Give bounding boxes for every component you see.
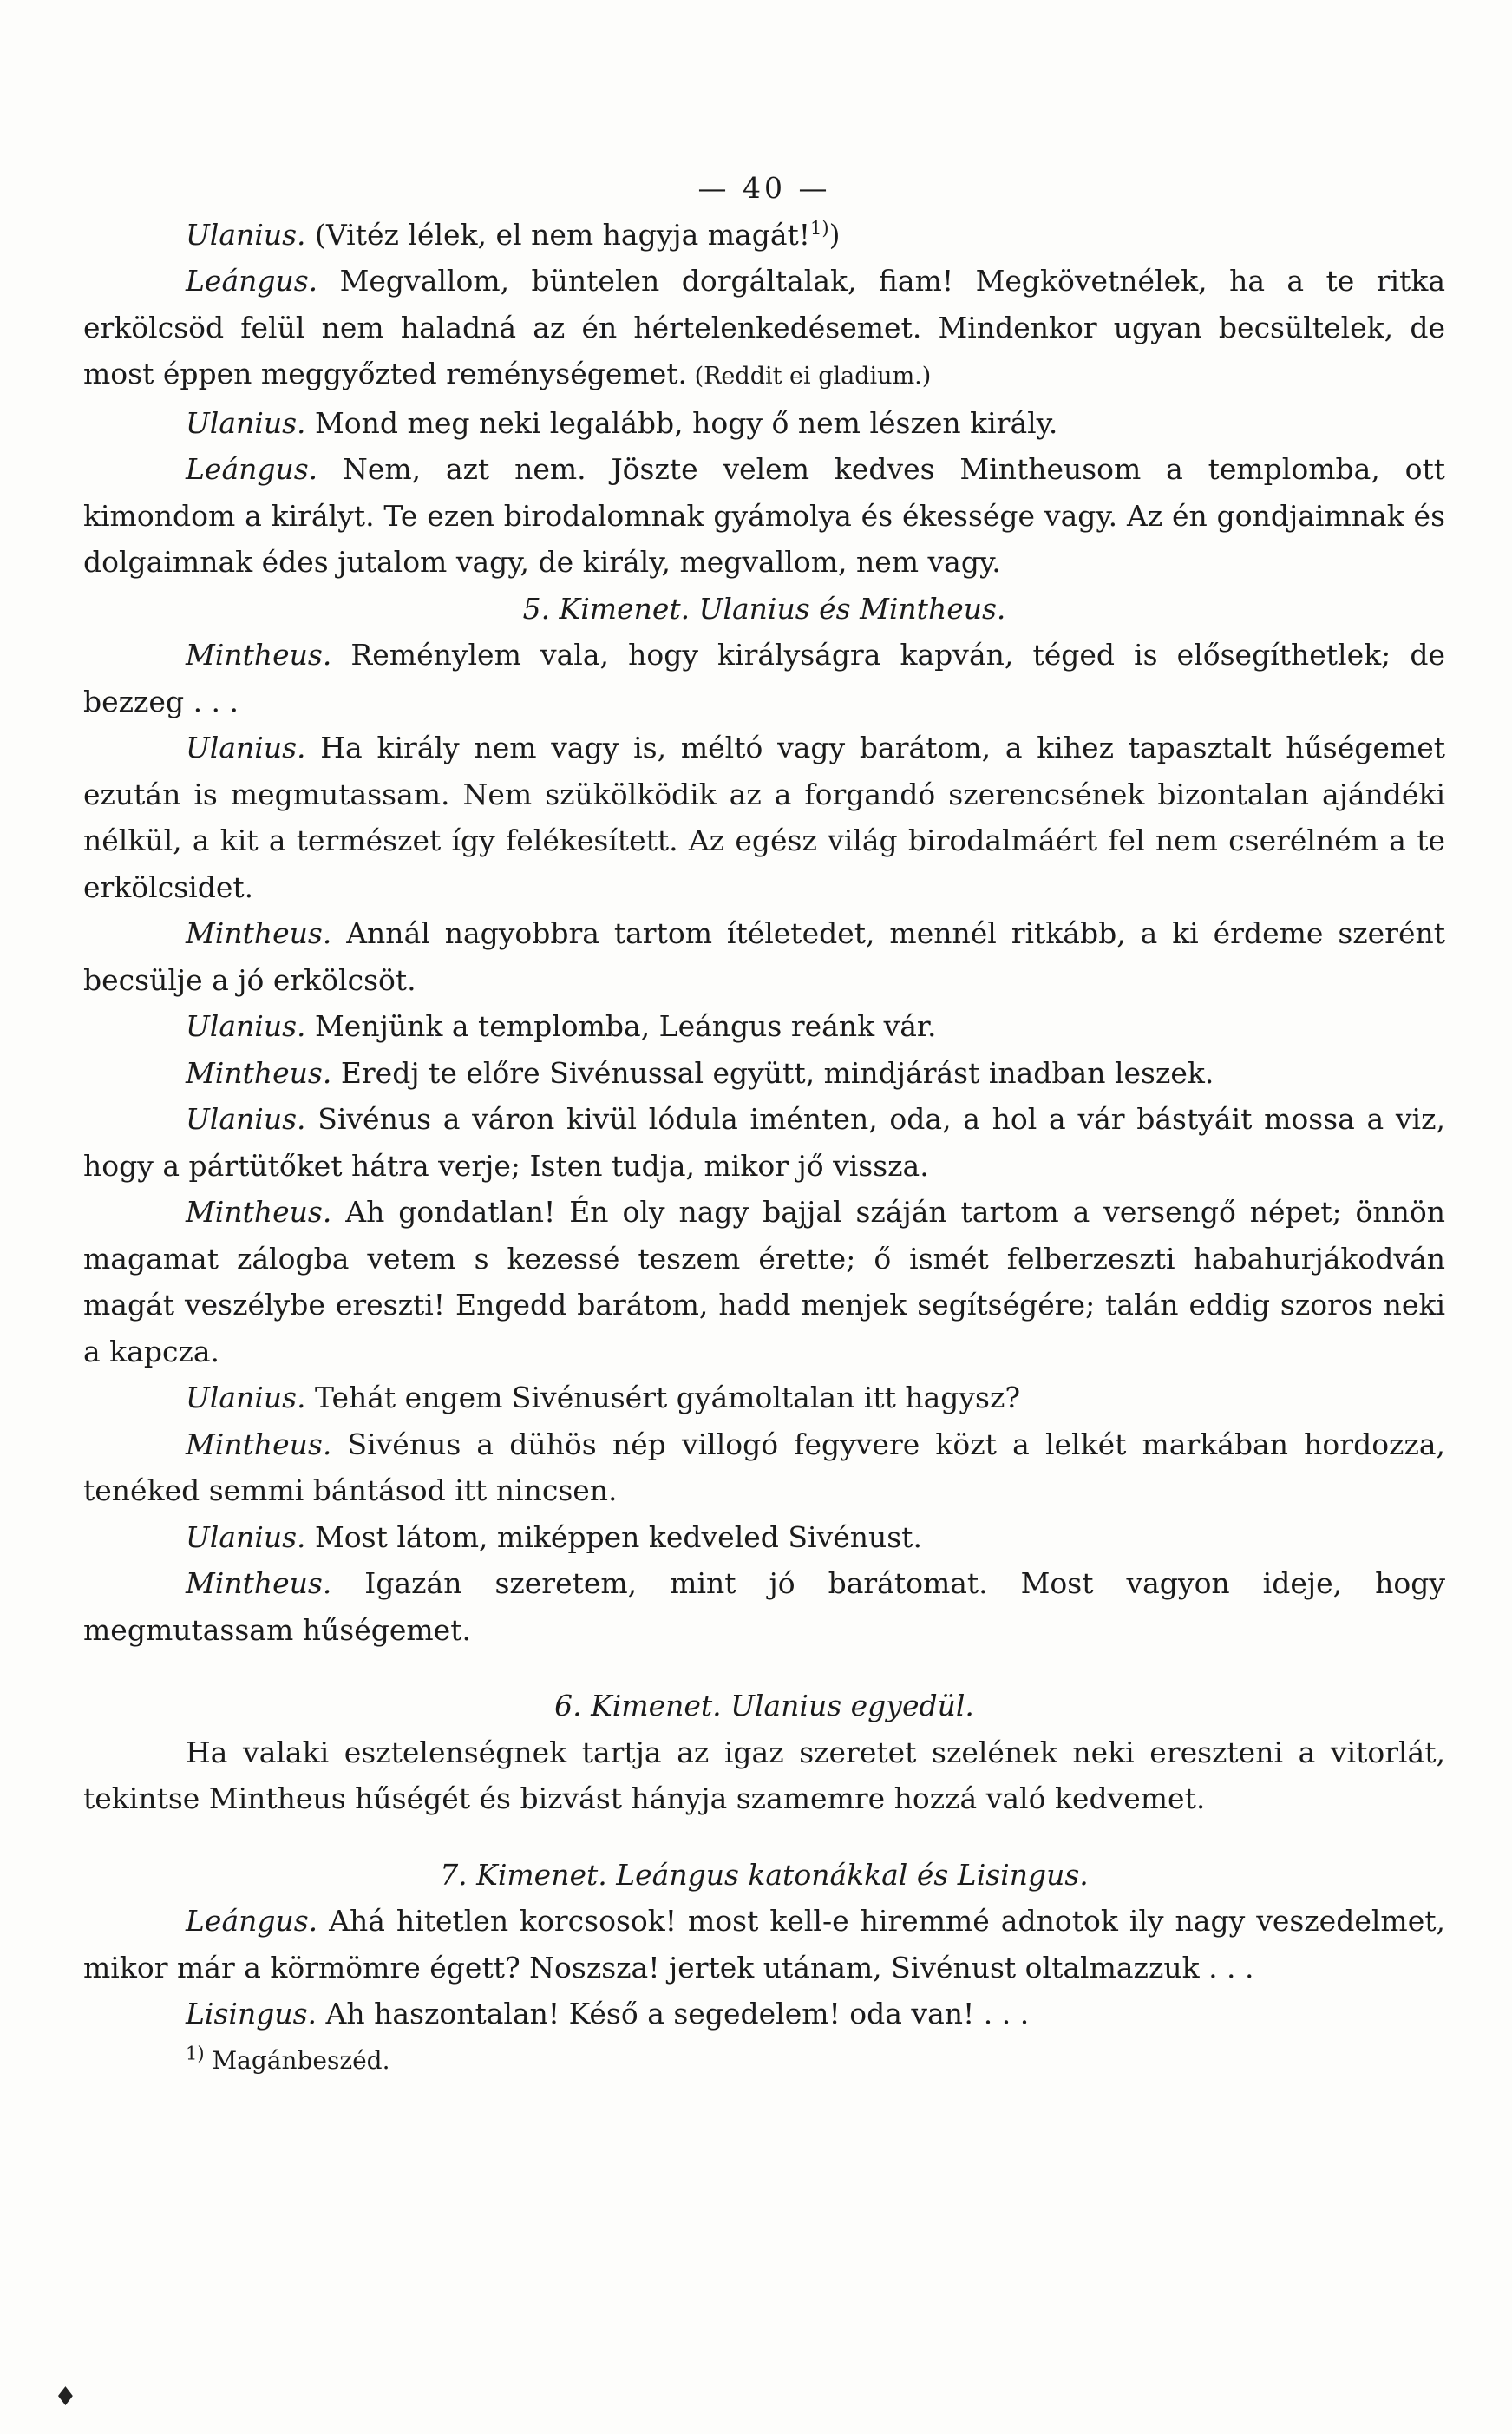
dialogue-line — [83, 1898, 1445, 1991]
dialogue-line — [83, 1991, 1445, 2037]
footnote-reference: 1) — [810, 217, 829, 239]
speaker-name: Ulanius. — [186, 1102, 306, 1136]
speaker-name: Mintheus. — [186, 916, 332, 950]
dialogue-line — [83, 1374, 1445, 1421]
line-text: Menjünk a templomba, Leángus reánk vár. — [305, 1009, 937, 1043]
dialogue-line — [83, 632, 1445, 725]
speaker-name: Ulanius. — [186, 405, 306, 440]
dialogue-line — [83, 446, 1445, 586]
page-number: — 40 — — [697, 171, 831, 205]
scene-heading: 5. Kimenet. Ulanius és Mintheus. — [522, 591, 1006, 626]
line-text: Ahá hitetlen korcsosok! most kell-e hiremmé adnotok ily nagy veszedelmet, mikor már a körmömre égett? Noszsza! jertek utánam, Sivénust oltalmazzuk . . . — [83, 1904, 1445, 1985]
line-text: Sivénus a váron kivül lódula iménten, oda, a hol a vár bástyáit mossa a viz, hogy a pártütőket hátra verje; Isten tudja, mikor jő vissza. — [83, 1102, 1445, 1183]
line-text: Igazán szeretem, mint jó barátomat. Most vagyon ideje, hogy megmutassam hűségemet. — [83, 1566, 1445, 1647]
line-text: Reménylem vala, hogy királyságra kapván, téged is elősegíthetlek; de bezzeg . . . — [83, 638, 1445, 718]
dialogue-line — [83, 725, 1445, 910]
dialogue-line — [83, 1189, 1445, 1374]
speaker-name: Lisingus. — [186, 1997, 317, 2031]
dialogue-line — [83, 1050, 1445, 1097]
scene-heading: 6. Kimenet. Ulanius egyedül. — [554, 1689, 974, 1722]
speaker-name: Ulanius. — [186, 1381, 306, 1414]
line-text: Ha király nem vagy is, méltó vagy barátom, a kihez tapasztalt hűségemet ezután is megmutassam. Nem szükölködik az a forgandó szerencsének bizontalan ajándéki nélkül, a kit a természet így felékesített. Az egész világ birodalmáért fel nem cserélném a te erkölcsidet. — [83, 731, 1445, 904]
line-text: Ah gondatlan! Én oly nagy bajjal száján tartom a versengő népet; önnön magamat zálogba vetem s kezessé teszem érette; ő ismét felberzeszti habahurjákodván magát veszélybe ereszti! Engedd barátom, hadd menjek segítségére; talán eddig szoros neki a kapcza. — [83, 1195, 1445, 1368]
dialogue-line — [83, 1003, 1445, 1050]
dialogue-line — [83, 1421, 1445, 1514]
line-text: Tehát engem Sivénusért gyámoltalan itt hagysz? — [305, 1381, 1021, 1414]
dialogue-line — [83, 400, 1445, 447]
dialogue-line — [83, 910, 1445, 1003]
speaker-name: Mintheus. — [186, 1427, 332, 1461]
speaker-name: Ulanius. — [186, 731, 306, 764]
speaker-name: Mintheus. — [186, 1195, 332, 1229]
footnote — [83, 2037, 1445, 2084]
scene-heading: 7. Kimenet. Leángus katonákkal és Lisingus. — [440, 1857, 1089, 1892]
line-text: (Vitéz lélek, el nem hagyja magát! — [305, 217, 811, 252]
dialogue-line — [83, 1514, 1445, 1561]
line-text: Nem, azt nem. Jöszte velem kedves Mintheusom a templomba, ott kimondom a királyt. Te ezen birodalomnak gyámolya és ékessége vagy. Az én gondjaimnak és dolgaimnak édes jutalom vagy, de király, megvallom, nem vagy. — [83, 452, 1445, 579]
line-text: Sivénus a dühös nép villogó fegyvere közt a lelkét markában hordozza, tenéked semmi bántásod itt nincsen. — [83, 1427, 1445, 1507]
line-text: Mond meg neki legalább, hogy ő nem lészen király. — [305, 405, 1058, 440]
smudge-mark-icon: ♦ — [54, 2382, 77, 2412]
speaker-name: Leángus. — [186, 264, 318, 298]
speaker-name: Mintheus. — [186, 1566, 332, 1600]
speaker-name: Ulanius. — [186, 1009, 306, 1043]
speaker-name: Leángus. — [186, 1904, 318, 1938]
speaker-name: Leángus. — [186, 452, 318, 486]
speaker-name: Ulanius. — [186, 1519, 306, 1554]
line-text: Megvallom, büntelen dorgáltalak, fiam! Megkövetnélek, ha a te ritka erkölcsöd felül nem haladná az én hértelenkedésemet. Mindenkor ugyan becsültelek, de most éppen meggyőzted reménységemet. — [83, 264, 1445, 390]
monologue-text: Ha valaki esztelenségnek tartja az igaz szeretet szelének neki ereszteni a vitorlát, tekintse Mintheus hűségét és bizvást hányja szamemre hozzá való kedvemet. — [83, 1735, 1445, 1815]
dialogue-line: Ulanius. (Vitéz lélek, el nem hagyja magát!$^{1)}$) — [186, 217, 841, 252]
line-text: Annál nagyobbra tartom ítéletedet, mennél ritkább, a ki érdeme szerént becsülje a jó erkölcsöt. — [83, 916, 1445, 997]
dialogue-line — [83, 258, 1445, 400]
speaker-name: Mintheus. — [186, 1055, 332, 1090]
line-text: Eredj te előre Sivénussal együtt, mindjárást inadban leszek. — [331, 1055, 1214, 1090]
dialogue-line — [83, 1096, 1445, 1189]
footnote-mark: 1) — [186, 2043, 205, 2064]
speaker-name: Ulanius. — [186, 217, 306, 252]
footnote-text: Magánbeszéd. — [204, 2045, 390, 2075]
speaker-name: Mintheus. — [186, 638, 332, 672]
line-text: Ah haszontalan! Késő a segedelem! oda van! . . . — [317, 1997, 1030, 2031]
line-text: Most látom, miképpen kedveled Sivénust. — [305, 1519, 922, 1554]
document-page — [83, 165, 1445, 2083]
dialogue-line — [83, 1560, 1445, 1653]
stage-direction: (Reddit ei gladium.) — [686, 363, 932, 390]
